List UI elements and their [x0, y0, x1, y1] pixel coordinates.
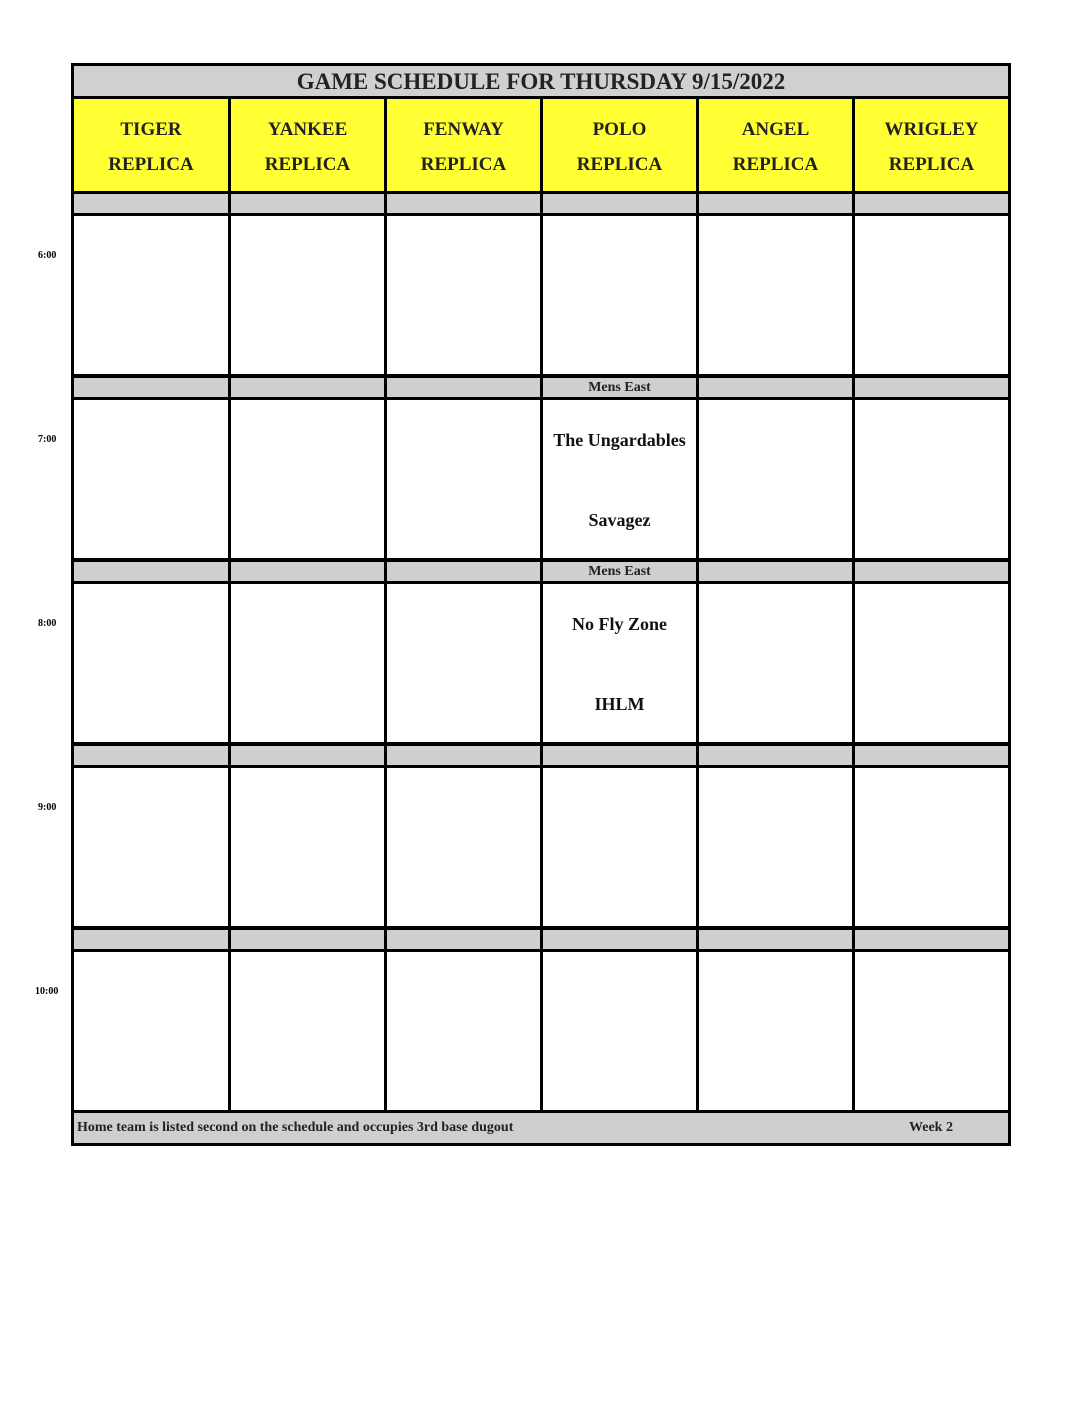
division-label	[74, 746, 228, 765]
home-team: IHLM	[594, 694, 645, 714]
division-label	[387, 194, 540, 213]
field-header-tiger	[74, 99, 228, 191]
game-cell	[543, 584, 696, 742]
field-header-wrigley	[855, 99, 1008, 191]
field-subtitle: REPLICA	[732, 154, 819, 175]
game-cell	[387, 584, 540, 742]
time-label: 7:00	[38, 434, 57, 445]
game-cell	[74, 584, 228, 742]
division-label	[699, 378, 852, 397]
game-cell	[231, 584, 384, 742]
division-label	[855, 378, 1008, 397]
division-label	[74, 930, 228, 949]
division-label	[74, 378, 228, 397]
division-label	[231, 562, 384, 581]
division-label: Mens East	[543, 562, 696, 581]
division-label	[855, 930, 1008, 949]
field-name: POLO	[592, 119, 647, 140]
game-cell	[543, 768, 696, 926]
field-name: YANKEE	[267, 119, 348, 140]
game-cell	[231, 952, 384, 1110]
schedule-footer	[74, 1113, 1008, 1143]
field-header-yankee	[231, 99, 384, 191]
schedule-title: GAME SCHEDULE FOR THURSDAY 9/15/2022	[74, 66, 1008, 96]
game-cell	[74, 952, 228, 1110]
game-cell	[699, 216, 852, 374]
field-header-fenway	[387, 99, 540, 191]
game-cell	[855, 584, 1008, 742]
division-label	[543, 746, 696, 765]
time-label: 9:00	[38, 802, 57, 813]
game-cell	[74, 216, 228, 374]
time-label: 6:00	[38, 250, 57, 261]
game-cell	[699, 952, 852, 1110]
game-cell	[699, 584, 852, 742]
division-label	[387, 378, 540, 397]
week-label: Week 2	[909, 1120, 953, 1135]
field-subtitle: REPLICA	[108, 154, 194, 175]
division-label	[231, 194, 384, 213]
field-subtitle: REPLICA	[420, 154, 507, 175]
field-subtitle: REPLICA	[576, 154, 663, 175]
division-label	[855, 194, 1008, 213]
game-cell	[387, 952, 540, 1110]
game-cell	[855, 768, 1008, 926]
field-name: WRIGLEY	[884, 119, 979, 140]
away-team: The Ungardables	[553, 430, 686, 450]
division-label	[855, 562, 1008, 581]
game-cell	[231, 216, 384, 374]
division-label	[387, 930, 540, 949]
division-label	[387, 562, 540, 581]
field-name: FENWAY	[423, 119, 504, 140]
game-cell	[231, 400, 384, 558]
game-cell	[387, 768, 540, 926]
game-cell	[74, 400, 228, 558]
field-subtitle: REPLICA	[264, 154, 351, 175]
game-cell	[543, 216, 696, 374]
division-label	[74, 562, 228, 581]
game-cell	[74, 768, 228, 926]
game-cell	[543, 952, 696, 1110]
game-cell	[699, 400, 852, 558]
division-label	[543, 930, 696, 949]
division-label	[699, 746, 852, 765]
time-label: 8:00	[38, 618, 57, 629]
footer-note: Home team is listed second on the schedule and occupies 3rd base dugout	[77, 1120, 514, 1135]
game-cell	[231, 768, 384, 926]
field-header-angel	[699, 99, 852, 191]
game-cell	[387, 216, 540, 374]
division-label	[699, 562, 852, 581]
division-label	[231, 930, 384, 949]
division-label	[855, 746, 1008, 765]
division-label: Mens East	[543, 378, 696, 397]
field-name: TIGER	[120, 119, 182, 140]
game-cell	[699, 768, 852, 926]
division-label	[231, 378, 384, 397]
game-cell	[855, 952, 1008, 1110]
home-team: Savagez	[588, 510, 651, 530]
division-label	[387, 746, 540, 765]
game-cell	[855, 216, 1008, 374]
schedule-table	[71, 63, 1011, 1146]
game-cell	[387, 400, 540, 558]
time-label: 10:00	[35, 986, 59, 997]
game-cell	[543, 400, 696, 558]
division-label	[231, 746, 384, 765]
field-subtitle: REPLICA	[888, 154, 975, 175]
field-name: ANGEL	[741, 119, 810, 140]
field-header-polo	[543, 99, 696, 191]
division-label	[699, 194, 852, 213]
game-cell	[855, 400, 1008, 558]
division-label	[74, 194, 228, 213]
division-label	[699, 930, 852, 949]
division-label	[543, 194, 696, 213]
away-team: No Fly Zone	[571, 614, 667, 634]
